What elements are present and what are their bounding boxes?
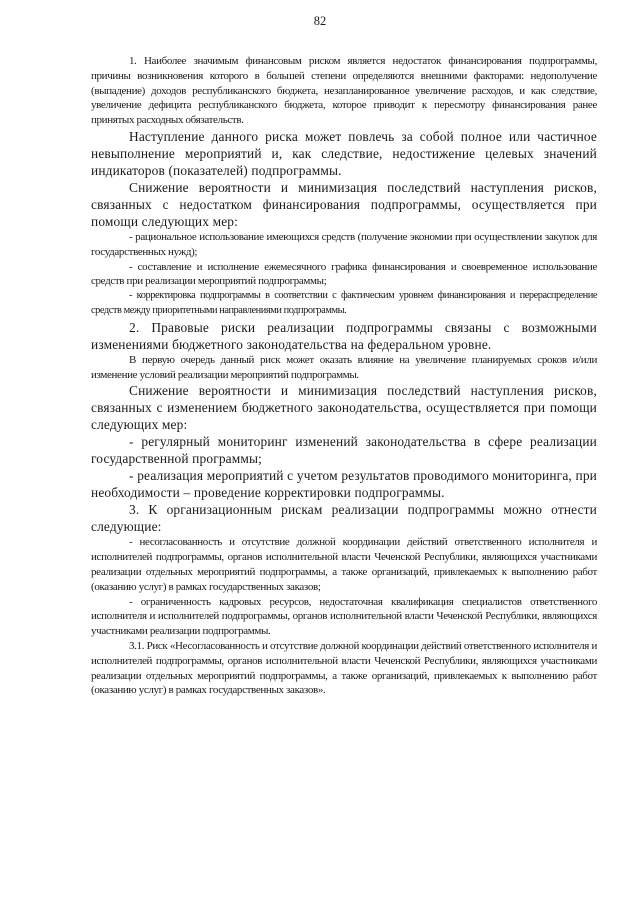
paragraph-risk-consequence: Наступление данного риска может повлечь за собой полное или частичное невыполнение мероприятий и, как следствие, недостижение целевых значений индикаторов (показателей) подпрограммы. — [91, 128, 597, 178]
body-text — [91, 54, 597, 698]
list-item-monitoring: - регулярный мониторинг изменений законодательства в сфере реализации государственной программы; — [91, 434, 597, 467]
list-item-implementation: - реализация мероприятий с учетом результатов проводимого мониторинга, при необходимости – проведение корректировки подпрограммы. — [91, 468, 597, 501]
paragraph-legal-risk-impact: В первую очередь данный риск может оказать влияние на увеличение планируемых сроков и/или изменение условий реализации мероприятий подпрограммы. — [91, 353, 597, 381]
list-item-personnel: - ограниченность кадровых ресурсов, недостаточная квалификация специалистов ответственного исполнителя и исполнителей подпрограммы, органов исполнительной власти Чеченской Республики, являющихся участниками реализации подпрограммы. — [91, 595, 597, 638]
paragraph-financial-measures-intro: Снижение вероятности и минимизация последствий наступления рисков, связанных с недостатком финансирования подпрограммы, осуществляется при помощи следующих мер: — [91, 179, 597, 229]
list-item-adjustment: - корректировка подпрограммы в соответствии с фактическим уровнем финансирования и перераспределение средств между приоритетными направлениями подпрограммы. — [91, 290, 597, 316]
list-item-monthly-schedule: - составление и исполнение ежемесячного графика финансирования и своевременное использование средств при реализации мероприятий подпрограммы; — [91, 260, 597, 288]
list-item-coordination: - несогласованность и отсутствие должной координации действий ответственного исполнителя и исполнителей подпрограммы, органов исполнительной власти Чеченской Республики, являющихся участниками реализации отдельных мероприятий подпрограммы, а также организаций, привлекаемых к выполнению работ (оказанию услуг) в рамках государственных заказов; — [91, 536, 597, 593]
paragraph-legal-risk: 2. Правовые риски реализации подпрограммы связаны с возможными изменениями бюджетного законодательства на федеральном уровне. — [91, 319, 597, 352]
list-item-rational-use: - рациональное использование имеющихся средств (получение экономии при осуществлении закупок для государственных нужд); — [91, 230, 597, 258]
paragraph-financial-risk: 1. Наиболее значимым финансовым риском является недостаток финансирования подпрограммы, причины возникновения которого в большей степени определяются внешними факторами: недополучение (выпадение) доходов республиканского бюджета, незапланированное увеличение расходов, и как следствие, увеличение дефицита республиканского бюджета, которое приводит к пересмотру финансирования ранее принятых расходных обязательств. — [91, 55, 597, 127]
paragraph-organizational-risk: 3. К организационным рискам реализации подпрограммы можно отнести следующие: — [91, 502, 597, 535]
paragraph-risk-3-1: 3.1. Риск «Несогласованность и отсутствие должной координации действий ответственного исполнителя и исполнителей подпрограммы, органов исполнительной власти Чеченской Республики, являющихся участниками реализации отдельных мероприятий подпрограммы, а также организаций, привлекаемых к выполнению работ (оказанию услуг) в рамках государственных заказов». — [91, 639, 597, 697]
page-number: 82 — [313, 14, 327, 28]
paragraph-legal-measures-intro: Снижение вероятности и минимизация последствий наступления рисков, связанных с изменением бюджетного законодательства, осуществляется при помощи следующих мер: — [91, 383, 597, 433]
